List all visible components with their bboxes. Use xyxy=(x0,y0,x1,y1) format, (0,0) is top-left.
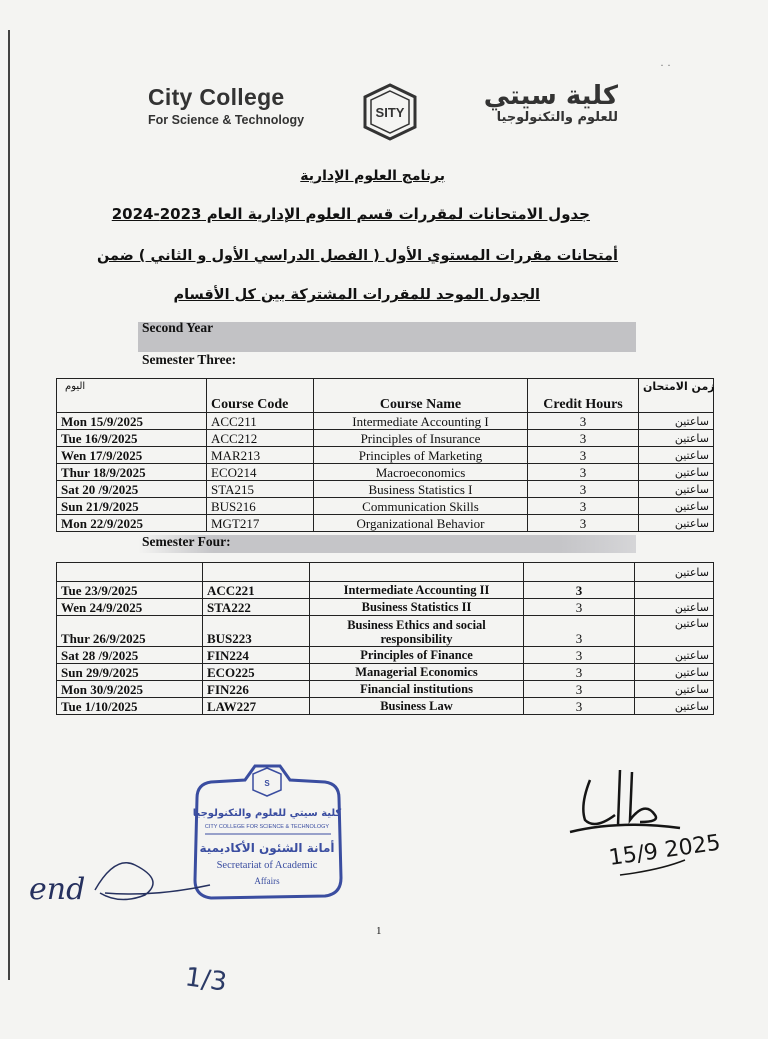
row-time: ساعتين xyxy=(639,430,714,447)
row-course-name: Intermediate Accounting II xyxy=(310,582,524,599)
row-code: STA222 xyxy=(203,599,310,616)
row-credit: 3 xyxy=(528,464,639,481)
table-row xyxy=(57,698,714,715)
row-code: ACC212 xyxy=(207,430,314,447)
row-day: Sat 20 /9/2025 xyxy=(57,481,207,498)
row-course-name: Business Statistics II xyxy=(310,599,524,616)
semester3-table xyxy=(56,378,714,532)
handwritten-end: end xyxy=(29,872,86,907)
emblem-text: SITY xyxy=(375,105,405,120)
row-day xyxy=(57,563,203,582)
row-code: ACC211 xyxy=(207,413,314,430)
header-course-name: Course Name xyxy=(314,379,528,413)
signature-right xyxy=(560,760,723,920)
row-credit xyxy=(524,563,635,582)
college-subtitle-ar: للعلوم والتكنولوجيا xyxy=(496,110,618,125)
row-credit: 3 xyxy=(528,413,639,430)
row-course-name: Macroeconomics xyxy=(314,464,528,481)
row-course-name: Intermediate Accounting I xyxy=(314,413,528,430)
table-row xyxy=(57,681,714,698)
row-credit: 3 xyxy=(528,481,639,498)
header-day: اليوم xyxy=(57,379,207,413)
year-label: Second Year xyxy=(142,320,214,335)
row-credit: 3 xyxy=(524,664,635,681)
row-course-name: Principles of Finance xyxy=(310,647,524,664)
row-credit: 3 xyxy=(528,447,639,464)
table-row xyxy=(57,447,714,464)
table-row xyxy=(57,582,714,599)
header-credit-hours: Credit Hours xyxy=(528,379,639,413)
college-logo-english xyxy=(148,84,304,127)
row-course-name: Business Ethics and social responsibility xyxy=(310,616,524,647)
row-time xyxy=(635,582,714,599)
row-code: ECO225 xyxy=(203,664,310,681)
row-code: ECO214 xyxy=(207,464,314,481)
row-code: BUS216 xyxy=(207,498,314,515)
row-day: Mon 15/9/2025 xyxy=(57,413,207,430)
row-code: BUS223 xyxy=(203,616,310,647)
row-day: Thur 18/9/2025 xyxy=(57,464,207,481)
row-day: Sun 21/9/2025 xyxy=(57,498,207,515)
table-row xyxy=(57,515,714,532)
table-row xyxy=(57,430,714,447)
row-time: ساعتين xyxy=(639,498,714,515)
row-time: ساعتين xyxy=(635,599,714,616)
row-time: ساعتين xyxy=(635,681,714,698)
handwritten-fraction: 1/3 xyxy=(183,962,229,998)
row-day: Wen 17/9/2025 xyxy=(57,447,207,464)
college-subtitle-en: For Science & Technology xyxy=(148,113,305,127)
row-time: ساعتين xyxy=(639,481,714,498)
row-course-name: Managerial Economics xyxy=(310,664,524,681)
row-course-name: Organizational Behavior xyxy=(314,515,528,532)
semester4-table xyxy=(56,562,714,715)
row-day: Mon 30/9/2025 xyxy=(57,681,203,698)
table-row xyxy=(57,664,714,681)
row-credit: 3 xyxy=(524,698,635,715)
stamp-en-line3: Affairs xyxy=(254,876,280,886)
row-time: ساعتين xyxy=(639,464,714,481)
row-time: ساعتين xyxy=(639,447,714,464)
program-title: برنامج العلوم الإدارية xyxy=(300,168,445,184)
row-day: Tue 23/9/2025 xyxy=(57,582,203,599)
table-row xyxy=(57,413,714,430)
scan-edge-line xyxy=(8,30,10,980)
table-header-row xyxy=(57,379,714,413)
college-logo-arabic xyxy=(484,82,618,125)
row-course-name: Financial institutions xyxy=(310,681,524,698)
row-credit: 3 xyxy=(524,616,635,647)
stamp-en-line1: CITY COLLEGE FOR SCIENCE & TECHNOLOGY xyxy=(204,824,330,830)
handwritten-note-left xyxy=(25,835,215,915)
table-row xyxy=(57,464,714,481)
stamp-ar-line1: كلية سيتي للعلوم والتكنولوجيا xyxy=(192,808,342,819)
row-time: ساعتين xyxy=(635,647,714,664)
row-credit: 3 xyxy=(528,430,639,447)
row-code: STA215 xyxy=(207,481,314,498)
row-credit: 3 xyxy=(528,498,639,515)
level-title: أمتحانات مقررات المستوي الأول ( الفصل الدراسي الأول و الثاني ) ضمن xyxy=(96,248,618,264)
semester4-label: Semester Four: xyxy=(142,534,231,549)
signature-date: 15/9 2025 xyxy=(607,830,723,871)
row-course-name: Business Statistics I xyxy=(314,481,528,498)
scan-specks: · · xyxy=(660,58,671,72)
table-row xyxy=(57,481,714,498)
row-day: Tue 1/10/2025 xyxy=(57,698,203,715)
row-credit: 3 xyxy=(524,647,635,664)
row-credit: 3 xyxy=(528,515,639,532)
row-day: Thur 26/9/2025 xyxy=(57,616,203,647)
row-time: ساعتين xyxy=(635,698,714,715)
table-row xyxy=(57,599,714,616)
unified-title: الجدول الموحد للمقررات المشتركة بين كل الأقسام xyxy=(173,287,540,303)
row-code xyxy=(203,563,310,582)
row-day: Wen 24/9/2025 xyxy=(57,599,203,616)
page-number: 1 xyxy=(376,925,382,937)
row-time: ساعتين xyxy=(635,563,714,582)
college-name-en: City College xyxy=(148,84,285,110)
row-code: FIN226 xyxy=(203,681,310,698)
college-name-ar: كلية سيتي xyxy=(483,81,618,111)
stamp-ar-line2: أمانة الشئون الأكاديمية xyxy=(199,841,335,855)
table-row xyxy=(57,563,714,582)
semester3-label: Semester Three: xyxy=(142,352,237,367)
table-row xyxy=(57,498,714,515)
college-emblem-icon xyxy=(361,83,419,141)
row-course-name xyxy=(310,563,524,582)
table-row xyxy=(57,647,714,664)
row-course-name: Communication Skills xyxy=(314,498,528,515)
stamp-en-line2: Secretariat of Academic xyxy=(216,860,318,871)
row-course-name: Principles of Marketing xyxy=(314,447,528,464)
row-code: FIN224 xyxy=(203,647,310,664)
row-time: ساعتين xyxy=(639,515,714,532)
row-time: ساعتين xyxy=(639,413,714,430)
row-day: Tue 16/9/2025 xyxy=(57,430,207,447)
row-day: Mon 22/9/2025 xyxy=(57,515,207,532)
row-time: ساعتين xyxy=(635,664,714,681)
row-code: LAW227 xyxy=(203,698,310,715)
row-code: MGT217 xyxy=(207,515,314,532)
row-course-name: Principles of Insurance xyxy=(314,430,528,447)
row-day: Sat 28 /9/2025 xyxy=(57,647,203,664)
row-code: MAR213 xyxy=(207,447,314,464)
table-row xyxy=(57,616,714,647)
row-course-name: Business Law xyxy=(310,698,524,715)
row-credit: 3 xyxy=(524,599,635,616)
row-code: ACC221 xyxy=(203,582,310,599)
row-day: Sun 29/9/2025 xyxy=(57,664,203,681)
schedule-title: جدول الامتحانات لمقررات قسم العلوم الإدارية العام 2023-2024 xyxy=(111,205,590,223)
row-credit: 3 xyxy=(524,582,635,599)
row-credit: 3 xyxy=(524,681,635,698)
header-course-code: Course Code xyxy=(207,379,314,413)
header-exam-time: زمن الامتحان xyxy=(639,379,714,413)
svg-text:S: S xyxy=(264,779,270,788)
row-time: ساعتين xyxy=(635,616,714,647)
